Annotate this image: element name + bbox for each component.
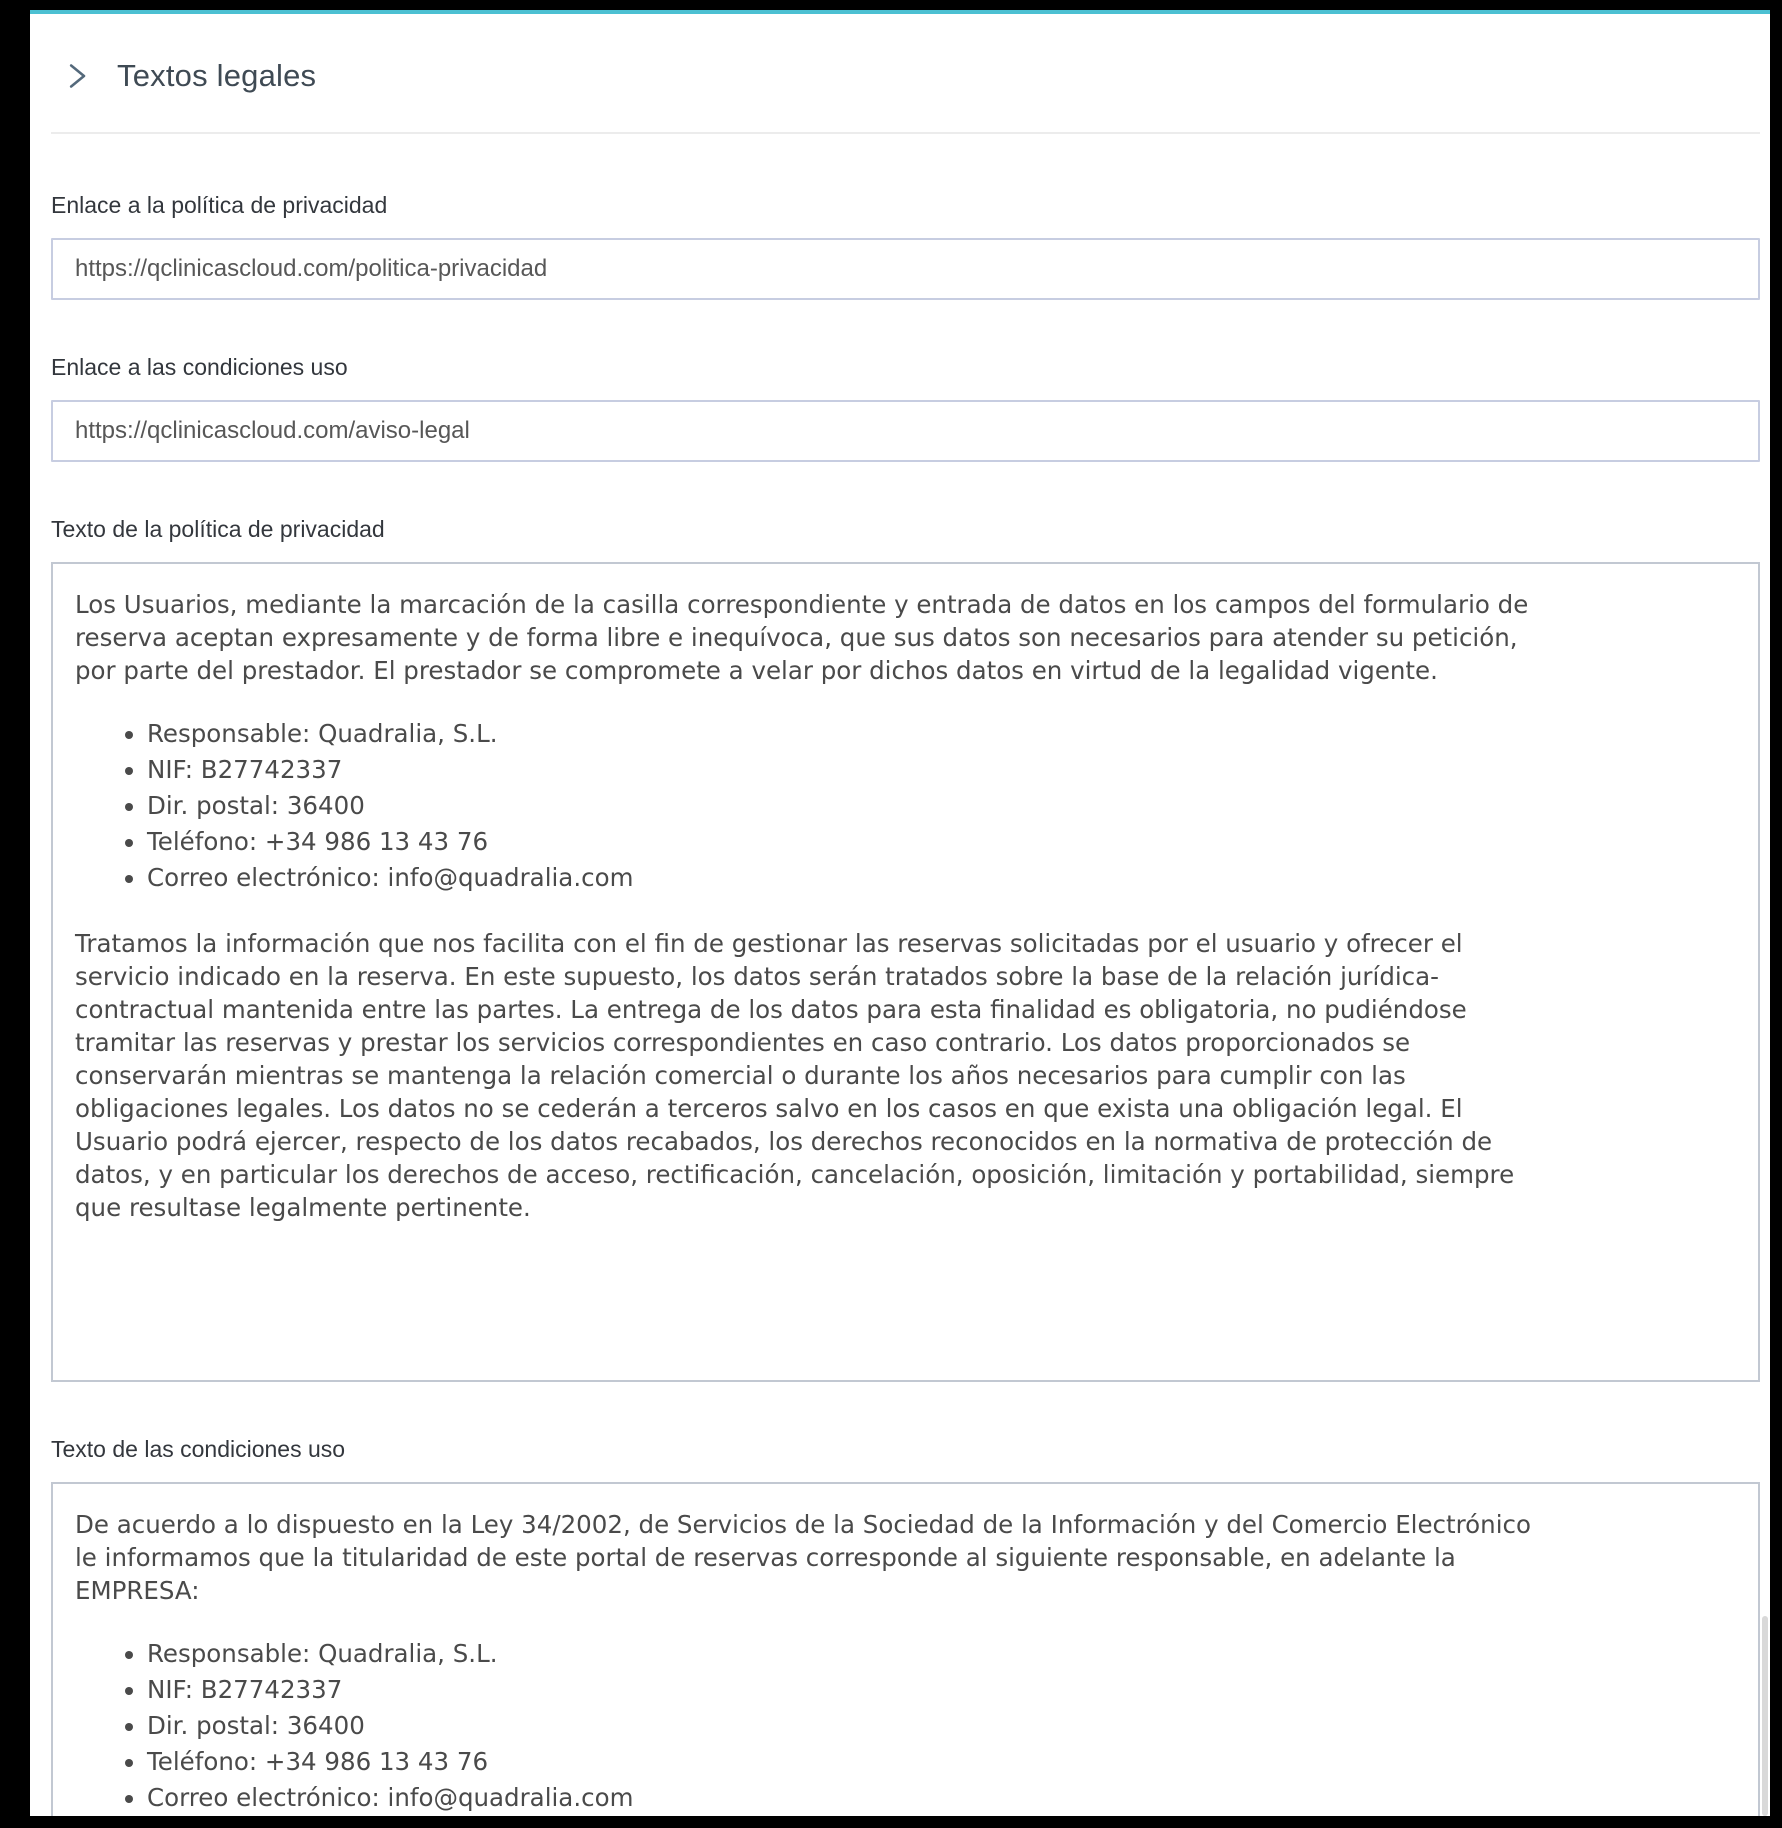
scrollbar-thumb[interactable] (1762, 1616, 1768, 1816)
header-divider (51, 132, 1760, 134)
privacy-text-bullet-list (75, 717, 1547, 895)
chevron-right-icon[interactable] (63, 61, 91, 91)
terms-link-input[interactable] (51, 400, 1760, 462)
bullet-item: • NIF: B27742337 (147, 1673, 1547, 1707)
privacy-text-paragraph-1: Los Usuarios, mediante la marcación de la casilla correspondiente y entrada de datos en los campos del formulario de reserva aceptan expresamente y de forma libre e inequívoca, que sus datos son necesarios para atender su petición, por parte del prestador. El prestador se compromete a velar por dichos datos en virtud de la legalidad vigente. (75, 590, 1529, 685)
privacy-text-editor[interactable] (51, 562, 1760, 1382)
bullet-item: • Correo electrónico: info@quadralia.com (147, 1781, 1547, 1815)
terms-text-editor[interactable] (51, 1482, 1760, 1816)
bullet-item: • Dir. postal: 36400 (147, 789, 1547, 823)
terms-text-label: Texto de las condiciones uso (51, 1436, 346, 1462)
legal-texts-panel (30, 10, 1770, 1816)
section-header-textos-legales[interactable] (51, 58, 1760, 94)
terms-link-label: Enlace a las condiciones uso (51, 354, 348, 380)
terms-text-bullet-list (75, 1637, 1547, 1815)
privacy-link-input[interactable] (51, 238, 1760, 300)
bullet-item: • Dir. postal: 36400 (147, 1709, 1547, 1743)
terms-text-paragraph-1: De acuerdo a lo dispuesto en la Ley 34/2002, de Servicios de la Sociedad de la Información y del Comercio Electrónico le informamos que la titularidad de este portal de reservas corresponde al siguiente responsable, en adelante la EMPRESA: (75, 1510, 1531, 1605)
page-title: Textos legales (117, 58, 317, 93)
bullet-item: • NIF: B27742337 (147, 753, 1547, 787)
bullet-item: • Correo electrónico: info@quadralia.com (147, 861, 1547, 895)
privacy-link-label: Enlace a la política de privacidad (51, 192, 388, 218)
privacy-text-paragraph-2: Tratamos la información que nos facilita con el fin de gestionar las reservas solicitadas por el usuario y ofrecer el servicio indicado en la reserva. En este supuesto, los datos serán tratados sobre la base de la relación jurídica-contractual mantenida entre las partes. La entrega de los datos para esta finalidad es obligatoria, no pudiéndose tramitar las reservas y prestar los servicios correspondientes en caso contrario. Los datos proporcionados se conservarán mientras se mantenga la relación comercial o durante los años necesarios para cumplir con las obligaciones legales. Los datos no se cederán a terceros salvo en los casos en que exista una obligación legal. El Usuario podrá ejercer, respecto de los datos recabados, los derechos reconocidos en la normativa de protección de datos, y en particular los derechos de acceso, rectificación, cancelación, oposición, limitación y portabilidad, siempre que resultase legalmente pertinente. (75, 929, 1515, 1222)
bullet-item: • Teléfono: +34 986 13 43 76 (147, 1745, 1547, 1779)
bullet-item: • Teléfono: +34 986 13 43 76 (147, 825, 1547, 859)
privacy-text-label: Texto de la política de privacidad (51, 516, 385, 542)
bullet-item: • Responsable: Quadralia, S.L. (147, 1637, 1547, 1671)
bullet-item: • Responsable: Quadralia, S.L. (147, 717, 1547, 751)
